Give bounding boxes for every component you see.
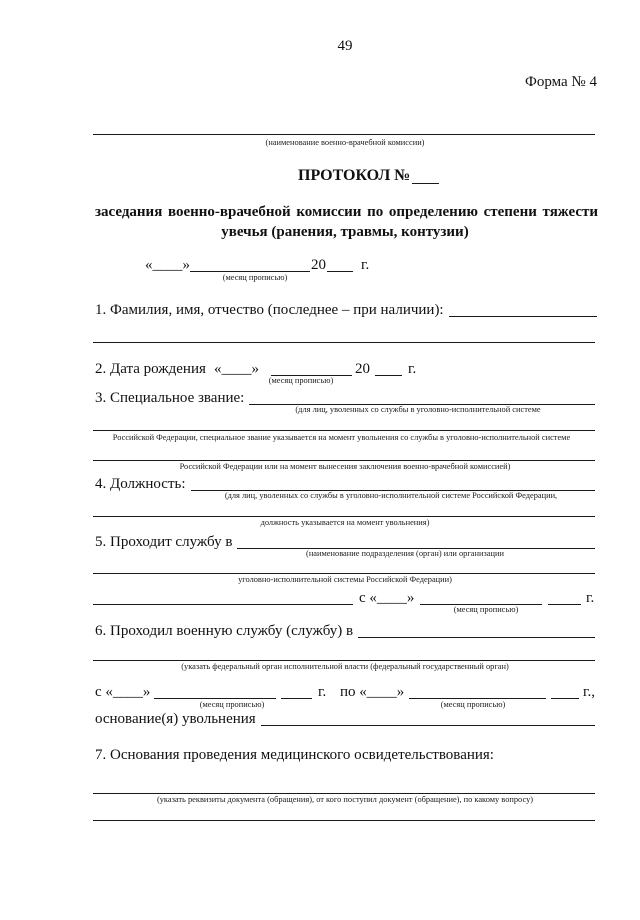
military-blank: [358, 622, 595, 638]
service-unit-blank: [93, 604, 353, 605]
rank-caption-1: (для лиц, уволенных со службы в уголовно-исполнительной системе: [295, 405, 541, 414]
meeting-month-blank: [190, 271, 310, 272]
discharge-label: основание(я) увольнения: [95, 711, 256, 727]
military-period-row: [0, 683, 640, 701]
service-since-month-caption: (месяц прописью): [453, 605, 519, 614]
grounds-line-2: [93, 820, 595, 821]
military-to-month-blank: [409, 698, 546, 699]
service-blank: [237, 533, 595, 549]
position-caption-1: (для лиц, уволенных со службы в уголовно-исполнительной системе Российской Федерации,: [224, 491, 558, 500]
military-from-year-suffix: г.: [318, 684, 327, 700]
military-from-month-caption: (месяц прописью): [199, 700, 265, 709]
birth-year-blank: [375, 375, 402, 376]
military-line-2: [93, 660, 595, 661]
military-to-month-caption: (месяц прописью): [440, 700, 506, 709]
full-name-blank: [449, 301, 597, 317]
military-row: [95, 622, 595, 640]
military-label: 6. Проходил военную службу (службу) в: [95, 623, 354, 639]
military-from-month-blank: [154, 698, 276, 699]
protocol-number-blank: [412, 183, 439, 184]
protocol-subject-line-2: увечья (ранения, травмы, контузии): [221, 224, 469, 240]
rank-caption-3: Российской Федерации или на момент вынесения заключения военно-врачебной комиссией): [179, 462, 511, 471]
birth-year-prefix: 20: [355, 361, 370, 377]
service-since-year-suffix: г.: [586, 590, 595, 606]
service-caption-2: уголовно-исполнительной системы Российской Федерации): [238, 575, 452, 584]
protocol-title-row: [0, 167, 640, 185]
discharge-row: [95, 710, 595, 728]
service-caption-1: (наименование подразделения (орган) или организации: [306, 549, 504, 558]
position-blank: [191, 475, 595, 491]
meeting-day-field: «____»: [145, 257, 190, 273]
birth-date-label: 2. Дата рождения: [95, 361, 206, 377]
page-number: 49: [337, 38, 353, 54]
service-label: 5. Проходит службу в: [95, 534, 233, 550]
service-since-year-blank: [548, 604, 581, 605]
military-from-year-blank: [281, 698, 312, 699]
position-caption-2: должность указывается на момент увольнения): [260, 518, 430, 527]
military-caption: (указать федеральный орган исполнительной власти (федеральный государственный орган): [181, 662, 509, 671]
discharge-blank: [261, 710, 595, 726]
full-name-continuation-line: [93, 342, 595, 343]
military-from-day-field: с «____»: [95, 684, 151, 700]
service-line-2: [93, 573, 595, 574]
birth-year-suffix: г.: [408, 361, 417, 377]
grounds-caption: (указать реквизиты документа (обращения), от кого поступил документ (обращение), по какому вопросу): [156, 795, 534, 804]
commission-name-line: [93, 134, 595, 135]
rank-blank: [249, 389, 595, 405]
position-line-2: [93, 516, 595, 517]
birth-day-field: «____»: [214, 361, 259, 377]
full-name-label: 1. Фамилия, имя, отчество (последнее – при наличии):: [95, 302, 444, 318]
meeting-date-row: [0, 256, 640, 274]
rank-line-3: [93, 460, 595, 461]
meeting-year-prefix: 20: [311, 257, 326, 273]
meeting-year-suffix: г.: [361, 257, 370, 273]
military-to-year-suffix: г.,: [583, 684, 595, 700]
birth-month-caption: (месяц прописью): [268, 376, 334, 385]
rank-caption-2: Российской Федерации, специальное звание указывается на момент увольнения со службы в уголовно-исполнительной системе: [112, 433, 571, 442]
commission-name-caption: (наименование военно-врачебной комиссии): [265, 138, 425, 147]
meeting-year-blank: [327, 271, 353, 272]
protocol-subject-line-1: [95, 203, 598, 221]
protocol-title: ПРОТОКОЛ №: [298, 167, 411, 184]
rank-label: 3. Специальное звание:: [95, 390, 245, 406]
protocol-subject-line-1-text: заседания военно-врачебной комиссии по определению степени тяжести: [95, 204, 598, 220]
form-label: Форма № 4: [525, 74, 597, 90]
rank-line-2: [93, 430, 595, 431]
position-label: 4. Должность:: [95, 476, 186, 492]
grounds-label: 7. Основания проведения медицинского освидетельствования:: [95, 747, 494, 763]
full-name-row: [95, 301, 597, 319]
military-to-year-blank: [551, 698, 579, 699]
service-since-day-field: с «____»: [359, 590, 415, 606]
military-to-day-field: по «____»: [340, 684, 405, 700]
meeting-month-caption: (месяц прописью): [222, 273, 288, 282]
grounds-line-1: [93, 793, 595, 794]
